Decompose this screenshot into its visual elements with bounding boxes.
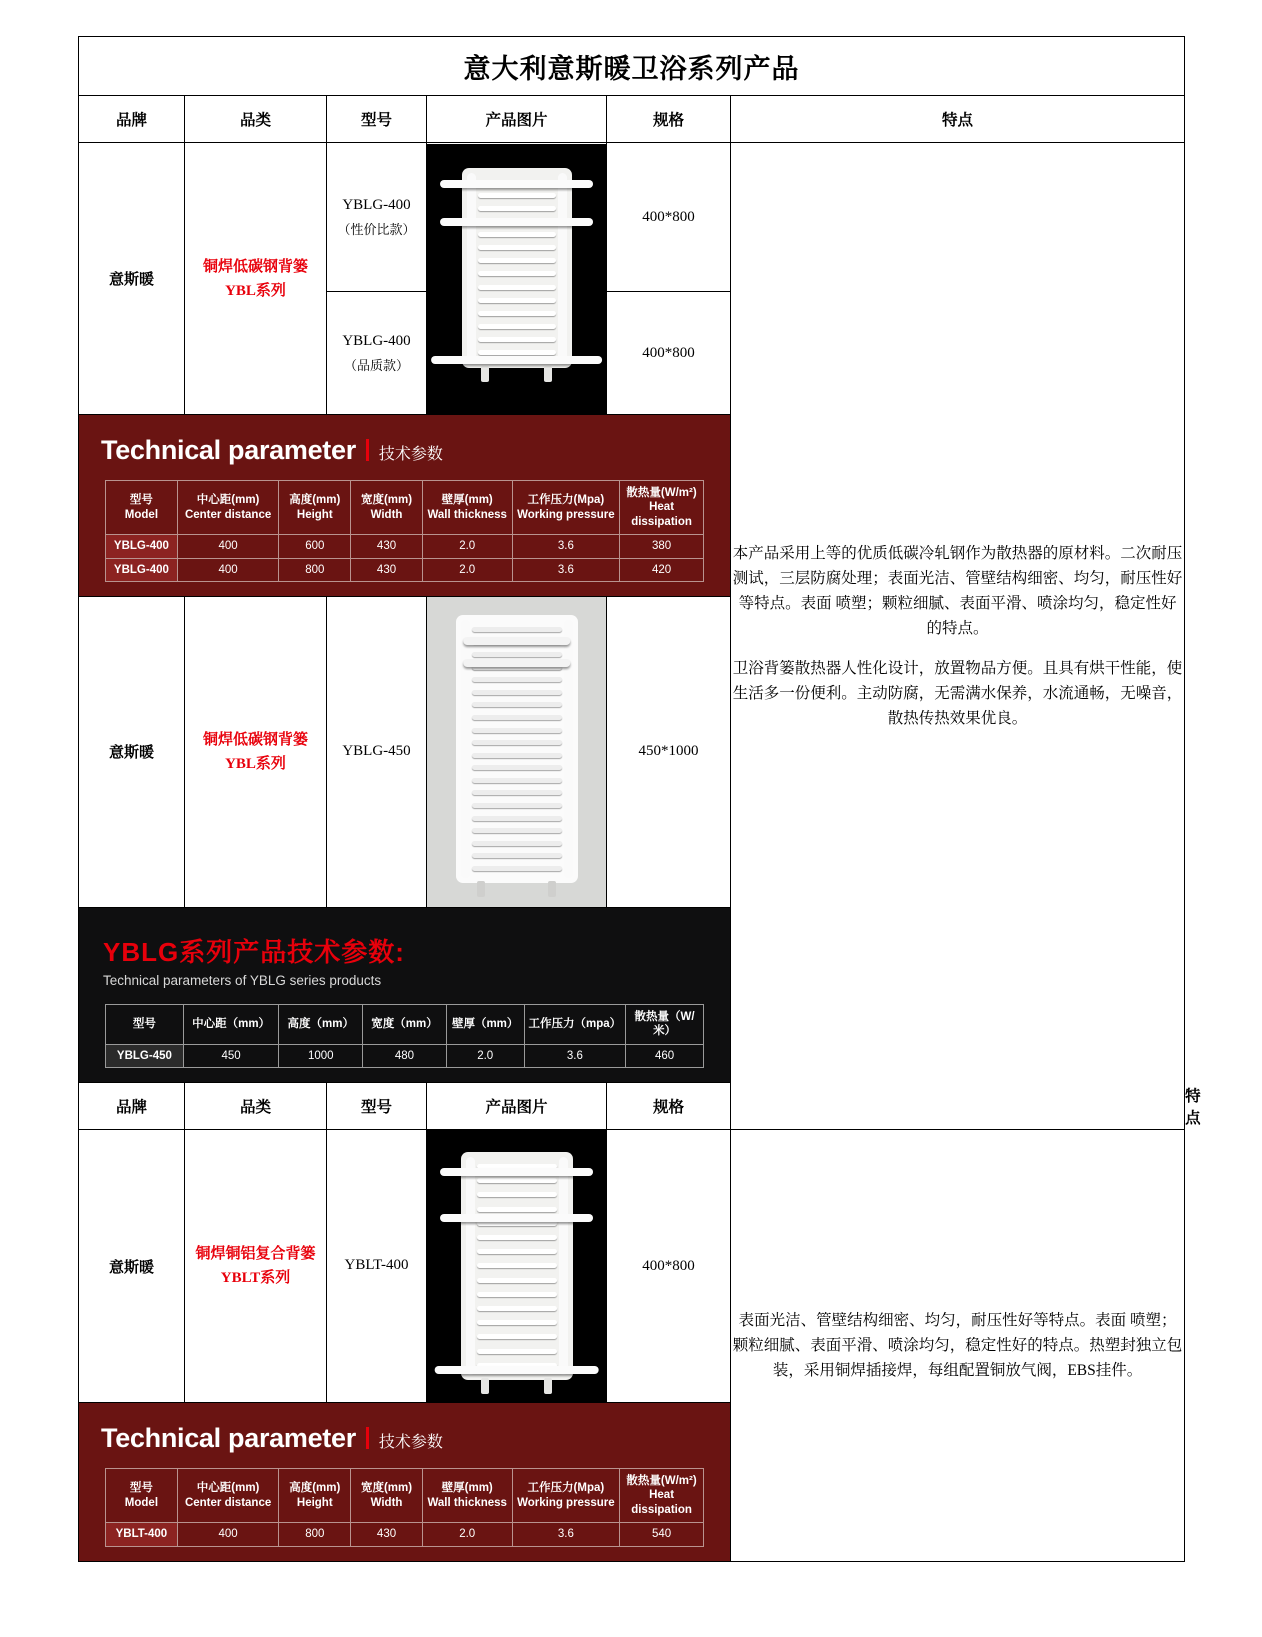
spec-value: 450*1000 — [607, 596, 731, 907]
tech-banner-body — [79, 1403, 730, 1561]
tech-cell-center-distance: 450 — [183, 1044, 279, 1067]
radiator-image-yblg450 — [427, 597, 606, 907]
model-code-sub: （品质款） — [343, 357, 409, 373]
tech-cell-height: 800 — [279, 1523, 351, 1546]
feature-description-2 — [731, 1130, 1185, 1562]
tech-col-center-distance: 中心距（mm） — [183, 1004, 279, 1044]
product-photo-yblt400 — [427, 1130, 607, 1403]
radiator-foot-right — [544, 366, 552, 382]
tech-col-working-pressure: 工作压力(Mpa) Working pressure — [512, 481, 620, 535]
header-brand: 品牌 — [79, 1083, 185, 1130]
spec-value: 400*800 — [607, 143, 731, 292]
tech-cell-wall-thickness: 2.0 — [422, 535, 512, 558]
tech-cell-heat-dissipation: 380 — [620, 535, 704, 558]
tech-col-height: 高度(mm) Height — [279, 1469, 351, 1523]
tech-col-model: 型号 — [106, 1004, 184, 1044]
header-photo: 产品图片 — [427, 96, 607, 143]
tech-banner-body — [79, 908, 730, 1082]
radiator-shelf-bottom — [434, 1366, 599, 1374]
tech-col-working-pressure: 工作压力（mpa） — [524, 1004, 626, 1044]
tech-cell-width: 480 — [363, 1044, 447, 1067]
radiator-side-left — [467, 173, 476, 363]
feature-description-1 — [731, 143, 1185, 1130]
radiator-side-right — [559, 1157, 568, 1375]
tech-parameter-banner-3 — [79, 1403, 731, 1562]
tech-col-width: 宽度（mm） — [363, 1004, 447, 1044]
tech-cell-model: YBLG-400 — [106, 558, 178, 581]
tech-cell-wall-thickness: 2.0 — [422, 558, 512, 581]
divider-icon — [366, 439, 369, 461]
product-catalog-table — [78, 36, 1201, 1562]
radiator-bars — [477, 1164, 557, 1368]
tech-parameter-table-3 — [105, 1468, 704, 1547]
radiator-graphic — [461, 1152, 573, 1380]
brand-name: 意斯暖 — [79, 1130, 185, 1403]
tech-cell-working-pressure: 3.6 — [512, 535, 620, 558]
tech-parameter-banner-1 — [79, 415, 731, 597]
tech-col-heat-dissipation: 散热量(W/m²) Heat dissipation — [620, 481, 704, 535]
tech-cell-width: 430 — [351, 535, 423, 558]
model-code-text: YBLG-400 — [342, 197, 411, 214]
spec-value: 400*800 — [607, 292, 731, 415]
tech-banner-heading — [79, 922, 730, 992]
radiator-foot-left — [481, 1378, 489, 1394]
tech-col-wall-thickness: 壁厚(mm) Wall thickness — [422, 481, 512, 535]
tech-col-model: 型号 Model — [106, 481, 178, 535]
tech-table-header-row — [106, 481, 704, 535]
category-name — [185, 596, 327, 907]
tech-col-width: 宽度(mm) Width — [351, 481, 423, 535]
model-code — [327, 292, 427, 415]
radiator-shelf-top — [440, 1168, 594, 1176]
tech-cell-working-pressure: 3.6 — [512, 558, 620, 581]
tech-table-header-row — [106, 1004, 704, 1044]
tech-cell-center-distance: 400 — [177, 1523, 279, 1546]
model-code-text: YBLG-400 — [342, 333, 411, 350]
category-name — [185, 1130, 327, 1403]
tech-col-wall-thickness: 壁厚(mm) Wall thickness — [422, 1469, 512, 1523]
header-brand: 品牌 — [79, 96, 185, 143]
tech-banner-body — [79, 415, 730, 596]
radiator-image-yblg400 — [427, 144, 606, 414]
tech-col-heat-dissipation: 散热量（W/米） — [626, 1004, 704, 1044]
radiator-side-right — [558, 173, 567, 363]
table-title-row — [79, 37, 1185, 96]
tech-col-height: 高度(mm) Height — [279, 481, 351, 535]
tech-col-working-pressure: 工作压力(Mpa) Working pressure — [512, 1469, 620, 1523]
brand-name: 意斯暖 — [79, 143, 185, 415]
tech-cell-heat-dissipation: 420 — [620, 558, 704, 581]
tech-cell-height: 600 — [279, 535, 351, 558]
category-line2: YBL系列 — [225, 282, 286, 299]
divider-icon — [366, 1427, 369, 1449]
tech-banner-heading — [79, 1417, 730, 1468]
model-code: YBLG-450 — [327, 596, 427, 907]
header-spec: 规格 — [607, 1083, 731, 1130]
radiator-foot-right — [544, 1378, 552, 1394]
radiator-graphic — [456, 615, 578, 883]
tech-banner-title-zh: 技术参数 — [378, 446, 443, 463]
table-header-row — [79, 96, 1185, 143]
tech-cell-working-pressure: 3.6 — [512, 1523, 620, 1546]
tech-banner-title-zh: YBLG系列产品技术参数: — [103, 936, 405, 967]
feature-paragraph: 本产品采用上等的优质低碳冷轧钢作为散热器的原材料。二次耐压测试，三层防腐处理；表面光洁、管壁结构细密、均匀，耐压性好等特点。表面 喷塑；颗粒细腻、表面平滑、喷涂均匀，稳定性好的特点。 — [732, 545, 1183, 638]
header-category: 品类 — [185, 1083, 327, 1130]
category-line1: 铜焊低碳钢背篓 — [202, 731, 308, 748]
category-line2: YBLT系列 — [220, 1270, 291, 1286]
tech-col-center-distance: 中心距(mm) Center distance — [177, 1469, 279, 1523]
tech-table-row — [106, 1044, 704, 1067]
table-row — [79, 143, 1185, 292]
category-line1: 铜焊低碳钢背篓 — [202, 258, 308, 275]
tech-col-model: 型号 Model — [106, 1469, 178, 1523]
page-title: 意大利意斯暖卫浴系列产品 — [79, 37, 1185, 96]
table-header-row: 品牌 品类 型号 产品图片 规格 特点 — [79, 1083, 1185, 1130]
header-photo: 产品图片 — [427, 1083, 607, 1130]
tech-banner-title-en: Technical parameter — [101, 435, 356, 465]
radiator-foot-left — [477, 881, 485, 897]
tech-cell-heat-dissipation: 540 — [620, 1523, 704, 1546]
category-name — [185, 143, 327, 415]
tech-col-height: 高度（mm） — [279, 1004, 363, 1044]
spec-value: 400*800 — [607, 1130, 731, 1403]
tech-table-header-row — [106, 1469, 704, 1523]
radiator-shelf-mid — [463, 659, 570, 667]
tech-cell-center-distance: 400 — [177, 535, 279, 558]
radiator-graphic — [462, 168, 572, 368]
radiator-side-left — [466, 1157, 475, 1375]
tech-table-row — [106, 535, 704, 558]
radiator-shelf-top — [463, 637, 570, 645]
product-photo-yblg450 — [427, 596, 607, 907]
model-code — [327, 143, 427, 292]
header-spec: 规格 — [607, 96, 731, 143]
header-model: 型号 — [327, 96, 427, 143]
tech-cell-height: 1000 — [279, 1044, 363, 1067]
tech-cell-height: 800 — [279, 558, 351, 581]
category-line2: YBL系列 — [225, 755, 286, 772]
product-photo-yblg400 — [427, 143, 607, 415]
radiator-foot-left — [481, 366, 489, 382]
header-model: 型号 — [327, 1083, 427, 1130]
model-code-sub: （性价比款） — [337, 221, 416, 237]
tech-cell-center-distance: 400 — [177, 558, 279, 581]
tech-banner-title-en: Technical parameters of YBLG series products — [103, 972, 382, 988]
tech-banner-heading — [79, 429, 730, 480]
tech-cell-wall-thickness: 2.0 — [422, 1523, 512, 1546]
tech-cell-model: YBLG-450 — [106, 1044, 184, 1067]
model-code: YBLT-400 — [327, 1130, 427, 1403]
radiator-shelf-mid — [440, 218, 594, 226]
tech-cell-heat-dissipation: 460 — [626, 1044, 704, 1067]
tech-banner-title-en: Technical parameter — [101, 1423, 356, 1453]
tech-cell-working-pressure: 3.6 — [524, 1044, 626, 1067]
radiator-image-yblt400 — [427, 1130, 606, 1402]
feature-paragraph: 卫浴背篓散热器人性化设计，放置物品方便。且具有烘干性能，使生活多一份便利。主动防腐，无需满水保养，水流通畅，无噪音，散热传热效果优良。 — [732, 659, 1183, 727]
tech-col-wall-thickness: 壁厚（mm） — [446, 1004, 524, 1044]
tech-col-center-distance: 中心距(mm) Center distance — [177, 481, 279, 535]
brand-name: 意斯暖 — [79, 596, 185, 907]
tech-table-row — [106, 558, 704, 581]
radiator-shelf-bottom — [431, 356, 603, 364]
tech-cell-model: YBLT-400 — [106, 1523, 178, 1546]
radiator-shelf-mid — [440, 1214, 594, 1222]
feature-paragraph: 表面光洁、管壁结构细密、均匀，耐压性好等特点。表面 喷塑；颗粒细腻、表面平滑、喷涂均匀，稳定性好的特点。热塑封独立包装，采用铜焊插接焊，每组配置铜放气阀，EBS挂件。 — [732, 1311, 1183, 1379]
category-line1: 铜焊铜铝复合背篓 — [195, 1246, 316, 1262]
tech-col-heat-dissipation: 散热量(W/m²) Heat dissipation — [620, 1469, 704, 1523]
tech-parameter-banner-2 — [79, 907, 731, 1082]
tech-col-width: 宽度(mm) Width — [351, 1469, 423, 1523]
header-category: 品类 — [185, 96, 327, 143]
tech-table-row — [106, 1523, 704, 1546]
radiator-shelf-top — [440, 180, 594, 188]
tech-parameter-table-1 — [105, 480, 704, 582]
tech-parameter-table-2 — [105, 1004, 704, 1068]
radiator-bars — [478, 180, 556, 356]
radiator-foot-right — [548, 881, 556, 897]
tech-cell-width: 430 — [351, 558, 423, 581]
header-feature: 特点 — [731, 96, 1185, 143]
tech-banner-title-zh: 技术参数 — [378, 1434, 443, 1451]
tech-cell-width: 430 — [351, 1523, 423, 1546]
tech-cell-model: YBLG-400 — [106, 535, 178, 558]
table-row — [79, 1130, 1185, 1403]
tech-cell-wall-thickness: 2.0 — [446, 1044, 524, 1067]
